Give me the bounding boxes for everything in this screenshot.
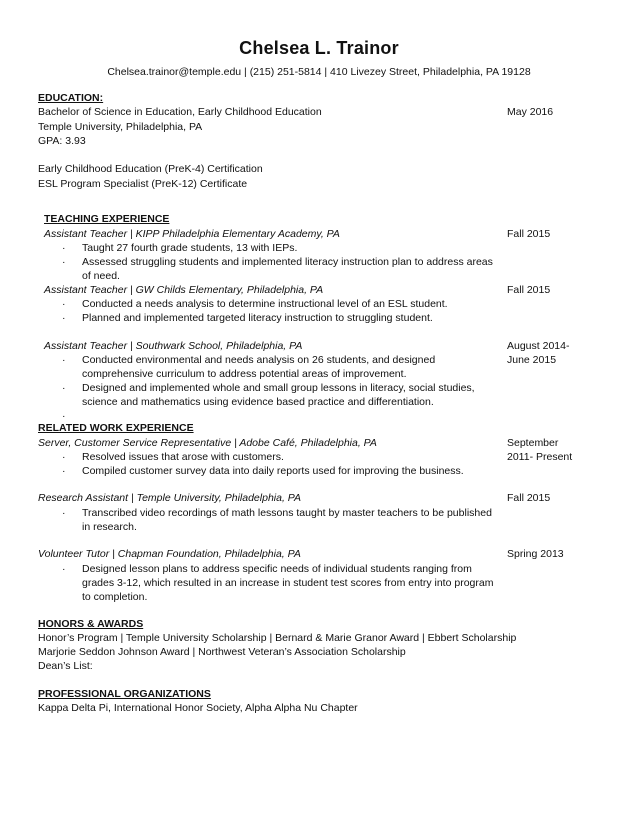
teaching-job-2-date: Fall 2015 (507, 284, 551, 296)
contact-line: Chelsea.trainor@temple.edu | (215) 251-5814 | 410 Livezey Street, Philadelphia, PA 19128 (107, 66, 531, 78)
teaching-job-3-title: Assistant Teacher | Southwark School, Philadelphia, PA (44, 340, 303, 352)
related-job-1-title: Server, Customer Service Representative | Adobe Café, Philadelphia, PA (38, 437, 377, 449)
resume-name: Chelsea L. Trainor (239, 38, 399, 58)
honors-heading: HONORS & AWARDS (38, 618, 144, 630)
related-job-1-date-1: September (507, 437, 559, 449)
bullet-marker: · (62, 242, 66, 254)
education-cert-2: ESL Program Specialist (PreK-12) Certificate (38, 178, 248, 190)
teaching-job-1-bullet-1: Taught 27 fourth grade students, 13 with IEPs. (82, 242, 298, 254)
teaching-job-2-bullet-2: Planned and implemented targeted literacy instruction to struggling student. (82, 312, 433, 324)
related-job-3-bullet-1-cont2: to completion. (82, 591, 148, 603)
related-job-2-bullet-1: Transcribed video recordings of math lessons taught by master teachers to be published (82, 507, 492, 519)
teaching-job-3-bullet-1: Conducted environmental and needs analysis on 26 students, and designed (82, 354, 436, 366)
honors-line-1: Honor’s Program | Temple University Scholarship | Bernard & Marie Granor Award | Ebbert Scholarship (38, 632, 517, 644)
teaching-job-2-bullet-1: Conducted a needs analysis to determine instructional level of an ESL student. (82, 298, 448, 310)
related-job-3-bullet-1-cont: grades 3-12, which resulted in an increase in student test scores from entry into program (82, 577, 494, 589)
teaching-job-2-title: Assistant Teacher | GW Childs Elementary, Philadelphia, PA (44, 284, 324, 296)
related-job-1-date-2: 2011- Present (507, 451, 573, 463)
teaching-job-1-bullet-2-cont: of need. (82, 270, 120, 282)
bullet-marker: · (62, 465, 66, 477)
teaching-job-1-bullet-2: Assessed struggling students and implemented literacy instruction plan to address areas (82, 256, 493, 268)
professional-heading: PROFESSIONAL ORGANIZATIONS (38, 688, 211, 700)
bullet-marker: · (62, 298, 66, 310)
bullet-marker: · (62, 382, 66, 394)
education-heading: EDUCATION: (38, 92, 104, 104)
education-school: Temple University, Philadelphia, PA (38, 121, 203, 133)
bullet-marker: · (62, 507, 66, 519)
bullet-marker: · (62, 451, 66, 463)
honors-line-2: Marjorie Seddon Johnson Award | Northwest Veteran’s Association Scholarship (38, 646, 406, 658)
bullet-marker: · (62, 256, 66, 268)
education-date: May 2016 (507, 106, 554, 118)
related-job-3-title: Volunteer Tutor | Chapman Foundation, Philadelphia, PA (38, 548, 301, 560)
honors-line-3: Dean’s List: (38, 660, 93, 672)
education-degree: Bachelor of Science in Education, Early Childhood Education (38, 106, 322, 118)
related-job-1-bullet-2: Compiled customer survey data into daily reports used for improving the business. (82, 465, 464, 477)
education-cert-1: Early Childhood Education (PreK-4) Certification (38, 163, 263, 175)
bullet-marker: · (62, 354, 66, 366)
related-heading: RELATED WORK EXPERIENCE (38, 422, 194, 434)
related-job-1-bullet-1: Resolved issues that arose with customers. (82, 451, 284, 463)
teaching-job-3-bullet-2-cont: science and mathematics using evidence based practice and differentiation. (82, 396, 434, 408)
teaching-job-3-date-2: June 2015 (507, 354, 557, 366)
related-job-2-bullet-1-cont: in research. (82, 521, 137, 533)
bullet-marker: · (62, 312, 66, 324)
teaching-heading: TEACHING EXPERIENCE (44, 213, 170, 225)
teaching-job-1-date: Fall 2015 (507, 228, 551, 240)
teaching-job-3-bullet-2: Designed and implemented whole and small group lessons in literacy, social studies, (82, 382, 475, 394)
related-job-2-title: Research Assistant | Temple University, Philadelphia, PA (38, 492, 302, 504)
related-job-3-date: Spring 2013 (507, 548, 564, 560)
education-gpa: GPA: 3.93 (38, 135, 86, 147)
teaching-job-3-bullet-1-cont: comprehensive curriculum to address potential areas of improvement. (82, 368, 407, 380)
related-job-3-bullet-1: Designed lesson plans to address specific needs of individual students ranging from (82, 563, 472, 575)
bullet-marker: · (62, 410, 66, 422)
related-job-2-date: Fall 2015 (507, 492, 551, 504)
professional-line-1: Kappa Delta Pi, International Honor Society, Alpha Alpha Nu Chapter (38, 702, 358, 714)
teaching-job-3-date-1: August 2014- (507, 340, 570, 352)
bullet-marker: · (62, 563, 66, 575)
teaching-job-1-title: Assistant Teacher | KIPP Philadelphia Elementary Academy, PA (44, 228, 340, 240)
